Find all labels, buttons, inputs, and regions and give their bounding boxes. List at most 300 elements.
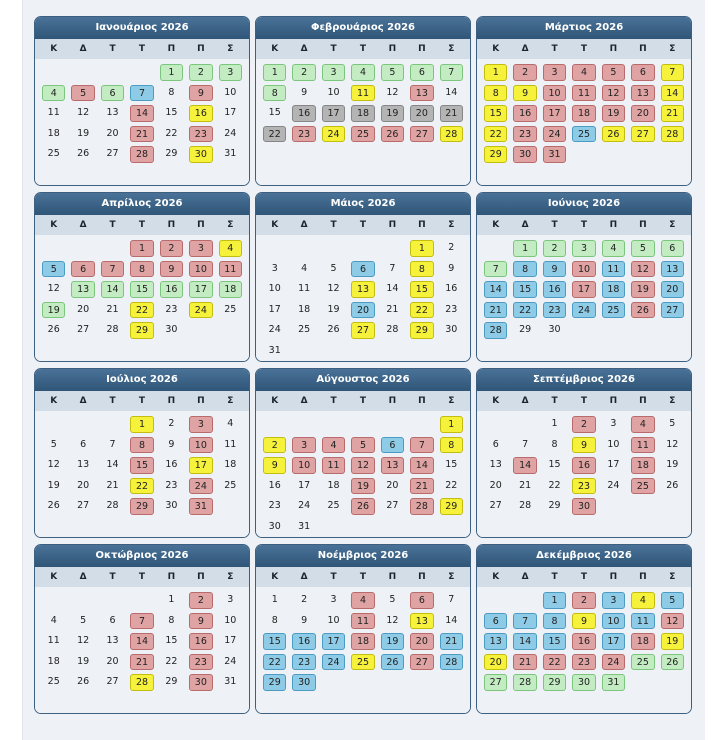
day-cell[interactable]: 28 bbox=[106, 500, 119, 511]
day-cell[interactable]: 15 bbox=[548, 459, 561, 470]
day-cell[interactable]: 19 bbox=[42, 302, 65, 319]
day-cell[interactable]: 15 bbox=[165, 635, 178, 646]
day-cell[interactable]: 24 bbox=[602, 654, 625, 671]
day-cell[interactable]: 28 bbox=[440, 126, 463, 143]
day-cell[interactable]: 17 bbox=[543, 105, 566, 122]
day-cell[interactable]: 27 bbox=[410, 126, 433, 143]
day-cell[interactable]: 7 bbox=[448, 594, 455, 605]
day-cell[interactable]: 30 bbox=[189, 146, 212, 163]
day-cell[interactable]: 25 bbox=[631, 478, 654, 495]
day-cell[interactable]: 1 bbox=[130, 416, 153, 433]
day-cell[interactable]: 24 bbox=[607, 479, 620, 491]
day-cell[interactable]: 6 bbox=[661, 240, 684, 257]
day-cell[interactable]: 8 bbox=[168, 86, 175, 98]
day-cell[interactable]: 10 bbox=[327, 86, 340, 98]
day-cell[interactable]: 21 bbox=[130, 126, 153, 143]
day-cell[interactable]: 16 bbox=[268, 479, 281, 491]
day-cell[interactable]: 13 bbox=[484, 633, 507, 650]
day-cell[interactable]: 26 bbox=[47, 500, 60, 511]
day-cell[interactable]: 8 bbox=[513, 261, 536, 278]
day-cell[interactable]: 23 bbox=[572, 654, 595, 671]
day-cell[interactable]: 3 bbox=[610, 418, 617, 429]
day-cell[interactable]: 1 bbox=[130, 240, 153, 257]
day-cell[interactable]: 14 bbox=[106, 459, 119, 470]
day-cell[interactable]: 3 bbox=[219, 64, 242, 81]
day-cell[interactable]: 19 bbox=[661, 633, 684, 650]
day-cell[interactable]: 6 bbox=[631, 64, 654, 81]
day-cell[interactable]: 15 bbox=[445, 459, 458, 470]
day-cell[interactable]: 25 bbox=[224, 303, 237, 315]
day-cell[interactable]: 5 bbox=[669, 418, 676, 429]
day-cell[interactable]: 1 bbox=[551, 418, 558, 429]
day-cell[interactable]: 12 bbox=[47, 283, 60, 294]
day-cell[interactable]: 12 bbox=[631, 261, 654, 278]
day-cell[interactable]: 29 bbox=[519, 324, 532, 335]
day-cell[interactable]: 20 bbox=[77, 479, 90, 491]
day-cell[interactable]: 30 bbox=[268, 520, 281, 532]
day-cell[interactable]: 6 bbox=[351, 261, 374, 278]
day-cell[interactable]: 20 bbox=[489, 479, 502, 491]
day-cell[interactable]: 5 bbox=[330, 262, 337, 274]
day-cell[interactable]: 11 bbox=[631, 437, 654, 454]
day-cell[interactable]: 27 bbox=[410, 654, 433, 671]
day-cell[interactable]: 22 bbox=[410, 302, 433, 319]
day-cell[interactable]: 17 bbox=[322, 105, 345, 122]
day-cell[interactable]: 27 bbox=[484, 674, 507, 691]
day-cell[interactable]: 25 bbox=[47, 676, 60, 687]
day-cell[interactable]: 24 bbox=[224, 127, 237, 139]
day-cell[interactable]: 21 bbox=[386, 303, 399, 315]
day-cell[interactable]: 28 bbox=[513, 674, 536, 691]
day-cell[interactable]: 17 bbox=[322, 633, 345, 650]
day-cell[interactable]: 18 bbox=[47, 127, 60, 139]
day-cell[interactable]: 22 bbox=[484, 126, 507, 143]
day-cell[interactable]: 6 bbox=[80, 438, 87, 450]
day-cell[interactable]: 13 bbox=[631, 85, 654, 102]
day-cell[interactable]: 4 bbox=[219, 240, 242, 257]
day-cell[interactable]: 28 bbox=[130, 146, 153, 163]
day-cell[interactable]: 10 bbox=[572, 261, 595, 278]
day-cell[interactable]: 20 bbox=[106, 655, 119, 667]
day-cell[interactable]: 18 bbox=[298, 303, 311, 315]
day-cell[interactable]: 31 bbox=[602, 674, 625, 691]
day-cell[interactable]: 18 bbox=[224, 459, 237, 470]
day-cell[interactable]: 4 bbox=[572, 64, 595, 81]
day-cell[interactable]: 30 bbox=[572, 674, 595, 691]
day-cell[interactable]: 13 bbox=[410, 613, 433, 630]
day-cell[interactable]: 4 bbox=[301, 262, 308, 274]
day-cell[interactable]: 26 bbox=[351, 498, 374, 515]
day-cell[interactable]: 13 bbox=[381, 457, 404, 474]
day-cell[interactable]: 25 bbox=[602, 302, 625, 319]
day-cell[interactable]: 16 bbox=[189, 633, 212, 650]
day-cell[interactable]: 1 bbox=[484, 64, 507, 81]
day-cell[interactable]: 29 bbox=[543, 674, 566, 691]
day-cell[interactable]: 5 bbox=[389, 594, 396, 605]
day-cell[interactable]: 28 bbox=[519, 500, 532, 511]
day-cell[interactable]: 28 bbox=[484, 322, 507, 339]
day-cell[interactable]: 11 bbox=[631, 613, 654, 630]
day-cell[interactable]: 1 bbox=[410, 240, 433, 257]
day-cell[interactable]: 24 bbox=[322, 126, 345, 143]
day-cell[interactable]: 12 bbox=[666, 438, 679, 450]
day-cell[interactable]: 16 bbox=[292, 105, 315, 122]
day-cell[interactable]: 2 bbox=[160, 240, 183, 257]
day-cell[interactable]: 14 bbox=[513, 633, 536, 650]
day-cell[interactable]: 9 bbox=[263, 457, 286, 474]
day-cell[interactable]: 24 bbox=[298, 500, 311, 511]
day-cell[interactable]: 15 bbox=[543, 633, 566, 650]
day-cell[interactable]: 12 bbox=[351, 457, 374, 474]
day-cell[interactable]: 9 bbox=[301, 614, 308, 626]
day-cell[interactable]: 12 bbox=[47, 459, 60, 470]
day-cell[interactable]: 20 bbox=[661, 281, 684, 298]
day-cell[interactable]: 30 bbox=[189, 674, 212, 691]
day-cell[interactable]: 4 bbox=[351, 64, 374, 81]
day-cell[interactable]: 8 bbox=[130, 437, 153, 454]
day-cell[interactable]: 13 bbox=[410, 85, 433, 102]
day-cell[interactable]: 4 bbox=[42, 85, 65, 102]
day-cell[interactable]: 12 bbox=[77, 635, 90, 646]
day-cell[interactable]: 23 bbox=[513, 126, 536, 143]
day-cell[interactable]: 11 bbox=[298, 283, 311, 294]
day-cell[interactable]: 29 bbox=[263, 674, 286, 691]
day-cell[interactable]: 19 bbox=[381, 633, 404, 650]
day-cell[interactable]: 23 bbox=[292, 126, 315, 143]
day-cell[interactable]: 9 bbox=[572, 613, 595, 630]
day-cell[interactable]: 19 bbox=[351, 478, 374, 495]
day-cell[interactable]: 18 bbox=[631, 457, 654, 474]
day-cell[interactable]: 28 bbox=[410, 498, 433, 515]
day-cell[interactable]: 9 bbox=[572, 437, 595, 454]
day-cell[interactable]: 25 bbox=[224, 479, 237, 491]
day-cell[interactable]: 16 bbox=[572, 457, 595, 474]
day-cell[interactable]: 14 bbox=[484, 281, 507, 298]
day-cell[interactable]: 3 bbox=[572, 240, 595, 257]
day-cell[interactable]: 16 bbox=[445, 283, 458, 294]
day-cell[interactable]: 8 bbox=[410, 261, 433, 278]
day-cell[interactable]: 4 bbox=[322, 437, 345, 454]
day-cell[interactable]: 16 bbox=[572, 633, 595, 650]
day-cell[interactable]: 8 bbox=[130, 261, 153, 278]
day-cell[interactable]: 18 bbox=[572, 105, 595, 122]
day-cell[interactable]: 2 bbox=[263, 437, 286, 454]
day-cell[interactable]: 19 bbox=[327, 303, 340, 315]
day-cell[interactable]: 28 bbox=[386, 324, 399, 335]
day-cell[interactable]: 30 bbox=[572, 498, 595, 515]
day-cell[interactable]: 16 bbox=[543, 281, 566, 298]
day-cell[interactable]: 14 bbox=[513, 457, 536, 474]
day-cell[interactable]: 2 bbox=[189, 592, 212, 609]
day-cell[interactable]: 11 bbox=[351, 85, 374, 102]
day-cell[interactable]: 28 bbox=[440, 654, 463, 671]
day-cell[interactable]: 14 bbox=[661, 85, 684, 102]
day-cell[interactable]: 8 bbox=[543, 613, 566, 630]
day-cell[interactable]: 1 bbox=[271, 594, 278, 605]
day-cell[interactable]: 6 bbox=[381, 437, 404, 454]
day-cell[interactable]: 18 bbox=[219, 281, 242, 298]
day-cell[interactable]: 15 bbox=[165, 107, 178, 118]
day-cell[interactable]: 10 bbox=[189, 437, 212, 454]
day-cell[interactable]: 7 bbox=[440, 64, 463, 81]
day-cell[interactable]: 25 bbox=[351, 126, 374, 143]
day-cell[interactable]: 5 bbox=[631, 240, 654, 257]
day-cell[interactable]: 16 bbox=[165, 459, 178, 470]
day-cell[interactable]: 19 bbox=[47, 479, 60, 491]
day-cell[interactable]: 17 bbox=[224, 107, 237, 118]
day-cell[interactable]: 5 bbox=[80, 614, 87, 626]
day-cell[interactable]: 15 bbox=[130, 457, 153, 474]
day-cell[interactable]: 13 bbox=[351, 281, 374, 298]
day-cell[interactable]: 19 bbox=[602, 105, 625, 122]
day-cell[interactable]: 12 bbox=[661, 613, 684, 630]
day-cell[interactable]: 13 bbox=[106, 107, 119, 118]
day-cell[interactable]: 21 bbox=[484, 302, 507, 319]
day-cell[interactable]: 14 bbox=[101, 281, 124, 298]
day-cell[interactable]: 29 bbox=[440, 498, 463, 515]
day-cell[interactable]: 3 bbox=[543, 64, 566, 81]
day-cell[interactable]: 23 bbox=[572, 478, 595, 495]
day-cell[interactable]: 26 bbox=[602, 126, 625, 143]
day-cell[interactable]: 15 bbox=[268, 107, 281, 118]
day-cell[interactable]: 22 bbox=[130, 302, 153, 319]
day-cell[interactable]: 27 bbox=[351, 322, 374, 339]
day-cell[interactable]: 10 bbox=[189, 261, 212, 278]
day-cell[interactable]: 2 bbox=[189, 64, 212, 81]
day-cell[interactable]: 2 bbox=[168, 418, 175, 429]
day-cell[interactable]: 23 bbox=[292, 654, 315, 671]
day-cell[interactable]: 9 bbox=[168, 438, 175, 450]
day-cell[interactable]: 4 bbox=[631, 416, 654, 433]
day-cell[interactable]: 6 bbox=[101, 85, 124, 102]
day-cell[interactable]: 10 bbox=[224, 614, 237, 626]
day-cell[interactable]: 28 bbox=[106, 324, 119, 335]
day-cell[interactable]: 16 bbox=[160, 281, 183, 298]
day-cell[interactable]: 22 bbox=[165, 127, 178, 139]
day-cell[interactable]: 17 bbox=[298, 479, 311, 491]
day-cell[interactable]: 27 bbox=[386, 500, 399, 511]
day-cell[interactable]: 31 bbox=[189, 498, 212, 515]
day-cell[interactable]: 20 bbox=[631, 105, 654, 122]
day-cell[interactable]: 28 bbox=[130, 674, 153, 691]
day-cell[interactable]: 26 bbox=[77, 148, 90, 159]
day-cell[interactable]: 23 bbox=[189, 126, 212, 143]
day-cell[interactable]: 23 bbox=[543, 302, 566, 319]
day-cell[interactable]: 18 bbox=[327, 479, 340, 491]
day-cell[interactable]: 1 bbox=[543, 592, 566, 609]
day-cell[interactable]: 18 bbox=[602, 281, 625, 298]
day-cell[interactable]: 11 bbox=[47, 635, 60, 646]
day-cell[interactable]: 30 bbox=[513, 146, 536, 163]
day-cell[interactable]: 14 bbox=[445, 86, 458, 98]
day-cell[interactable]: 2 bbox=[513, 64, 536, 81]
day-cell[interactable]: 17 bbox=[572, 281, 595, 298]
day-cell[interactable]: 7 bbox=[410, 437, 433, 454]
day-cell[interactable]: 29 bbox=[548, 500, 561, 511]
day-cell[interactable]: 29 bbox=[410, 322, 433, 339]
day-cell[interactable]: 2 bbox=[301, 594, 308, 605]
day-cell[interactable]: 30 bbox=[165, 500, 178, 511]
day-cell[interactable]: 5 bbox=[50, 438, 57, 450]
day-cell[interactable]: 3 bbox=[227, 594, 234, 605]
day-cell[interactable]: 11 bbox=[351, 613, 374, 630]
day-cell[interactable]: 7 bbox=[513, 613, 536, 630]
day-cell[interactable]: 12 bbox=[386, 614, 399, 626]
day-cell[interactable]: 10 bbox=[543, 85, 566, 102]
day-cell[interactable]: 26 bbox=[381, 126, 404, 143]
day-cell[interactable]: 4 bbox=[227, 418, 234, 429]
day-cell[interactable]: 15 bbox=[263, 633, 286, 650]
day-cell[interactable]: 11 bbox=[224, 438, 237, 450]
day-cell[interactable]: 31 bbox=[224, 148, 237, 159]
day-cell[interactable]: 9 bbox=[189, 85, 212, 102]
day-cell[interactable]: 25 bbox=[327, 500, 340, 511]
day-cell[interactable]: 7 bbox=[661, 64, 684, 81]
day-cell[interactable]: 27 bbox=[661, 302, 684, 319]
day-cell[interactable]: 11 bbox=[322, 457, 345, 474]
day-cell[interactable]: 16 bbox=[513, 105, 536, 122]
day-cell[interactable]: 21 bbox=[130, 654, 153, 671]
day-cell[interactable]: 19 bbox=[666, 459, 679, 470]
day-cell[interactable]: 23 bbox=[189, 654, 212, 671]
day-cell[interactable]: 15 bbox=[513, 281, 536, 298]
day-cell[interactable]: 3 bbox=[330, 594, 337, 605]
day-cell[interactable]: 14 bbox=[410, 457, 433, 474]
day-cell[interactable]: 29 bbox=[165, 676, 178, 687]
day-cell[interactable]: 3 bbox=[292, 437, 315, 454]
day-cell[interactable]: 7 bbox=[484, 261, 507, 278]
day-cell[interactable]: 23 bbox=[268, 500, 281, 511]
day-cell[interactable]: 30 bbox=[548, 324, 561, 335]
day-cell[interactable]: 8 bbox=[168, 614, 175, 626]
day-cell[interactable]: 15 bbox=[410, 281, 433, 298]
day-cell[interactable]: 31 bbox=[543, 146, 566, 163]
day-cell[interactable]: 2 bbox=[292, 64, 315, 81]
day-cell[interactable]: 26 bbox=[666, 479, 679, 491]
day-cell[interactable]: 1 bbox=[440, 416, 463, 433]
day-cell[interactable]: 9 bbox=[513, 85, 536, 102]
day-cell[interactable]: 11 bbox=[219, 261, 242, 278]
day-cell[interactable]: 3 bbox=[602, 592, 625, 609]
day-cell[interactable]: 26 bbox=[77, 676, 90, 687]
day-cell[interactable]: 3 bbox=[189, 240, 212, 257]
day-cell[interactable]: 16 bbox=[189, 105, 212, 122]
day-cell[interactable]: 17 bbox=[224, 635, 237, 646]
day-cell[interactable]: 17 bbox=[602, 633, 625, 650]
day-cell[interactable]: 24 bbox=[322, 654, 345, 671]
day-cell[interactable]: 31 bbox=[268, 344, 281, 356]
day-cell[interactable]: 15 bbox=[484, 105, 507, 122]
day-cell[interactable]: 6 bbox=[410, 64, 433, 81]
day-cell[interactable]: 8 bbox=[484, 85, 507, 102]
day-cell[interactable]: 5 bbox=[42, 261, 65, 278]
day-cell[interactable]: 3 bbox=[322, 64, 345, 81]
day-cell[interactable]: 27 bbox=[106, 148, 119, 159]
day-cell[interactable]: 22 bbox=[445, 479, 458, 491]
day-cell[interactable]: 21 bbox=[440, 105, 463, 122]
day-cell[interactable]: 25 bbox=[351, 654, 374, 671]
day-cell[interactable]: 5 bbox=[602, 64, 625, 81]
day-cell[interactable]: 2 bbox=[572, 592, 595, 609]
day-cell[interactable]: 8 bbox=[263, 85, 286, 102]
day-cell[interactable]: 17 bbox=[189, 457, 212, 474]
day-cell[interactable]: 14 bbox=[386, 283, 399, 294]
day-cell[interactable]: 13 bbox=[661, 261, 684, 278]
day-cell[interactable]: 9 bbox=[543, 261, 566, 278]
day-cell[interactable]: 24 bbox=[572, 302, 595, 319]
day-cell[interactable]: 28 bbox=[661, 126, 684, 143]
day-cell[interactable]: 14 bbox=[130, 105, 153, 122]
day-cell[interactable]: 29 bbox=[484, 146, 507, 163]
day-cell[interactable]: 18 bbox=[47, 655, 60, 667]
day-cell[interactable]: 25 bbox=[572, 126, 595, 143]
day-cell[interactable]: 6 bbox=[71, 261, 94, 278]
day-cell[interactable]: 10 bbox=[292, 457, 315, 474]
day-cell[interactable]: 1 bbox=[513, 240, 536, 257]
day-cell[interactable]: 5 bbox=[71, 85, 94, 102]
day-cell[interactable]: 20 bbox=[410, 633, 433, 650]
day-cell[interactable]: 12 bbox=[77, 107, 90, 118]
day-cell[interactable]: 22 bbox=[165, 655, 178, 667]
day-cell[interactable]: 22 bbox=[263, 126, 286, 143]
day-cell[interactable]: 10 bbox=[224, 86, 237, 98]
day-cell[interactable]: 10 bbox=[268, 283, 281, 294]
day-cell[interactable]: 24 bbox=[224, 655, 237, 667]
day-cell[interactable]: 7 bbox=[109, 438, 116, 450]
day-cell[interactable]: 7 bbox=[130, 613, 153, 630]
day-cell[interactable]: 20 bbox=[106, 127, 119, 139]
day-cell[interactable]: 18 bbox=[351, 105, 374, 122]
day-cell[interactable]: 27 bbox=[489, 500, 502, 511]
day-cell[interactable]: 10 bbox=[602, 613, 625, 630]
day-cell[interactable]: 23 bbox=[165, 303, 178, 315]
day-cell[interactable]: 4 bbox=[351, 592, 374, 609]
day-cell[interactable]: 4 bbox=[50, 614, 57, 626]
day-cell[interactable]: 8 bbox=[271, 614, 278, 626]
day-cell[interactable]: 6 bbox=[484, 613, 507, 630]
day-cell[interactable]: 22 bbox=[543, 654, 566, 671]
day-cell[interactable]: 1 bbox=[168, 594, 175, 605]
day-cell[interactable]: 25 bbox=[631, 654, 654, 671]
day-cell[interactable]: 3 bbox=[189, 416, 212, 433]
day-cell[interactable]: 6 bbox=[492, 438, 499, 450]
day-cell[interactable]: 29 bbox=[165, 148, 178, 159]
day-cell[interactable]: 20 bbox=[484, 654, 507, 671]
day-cell[interactable]: 22 bbox=[548, 479, 561, 491]
day-cell[interactable]: 8 bbox=[551, 438, 558, 450]
day-cell[interactable]: 24 bbox=[189, 302, 212, 319]
day-cell[interactable]: 12 bbox=[386, 86, 399, 98]
day-cell[interactable]: 18 bbox=[631, 633, 654, 650]
day-cell[interactable]: 5 bbox=[661, 592, 684, 609]
day-cell[interactable]: 20 bbox=[410, 105, 433, 122]
day-cell[interactable]: 11 bbox=[572, 85, 595, 102]
day-cell[interactable]: 25 bbox=[298, 324, 311, 335]
day-cell[interactable]: 29 bbox=[130, 322, 153, 339]
day-cell[interactable]: 30 bbox=[165, 324, 178, 335]
day-cell[interactable]: 21 bbox=[106, 303, 119, 315]
day-cell[interactable]: 26 bbox=[47, 324, 60, 335]
day-cell[interactable]: 19 bbox=[381, 105, 404, 122]
day-cell[interactable]: 8 bbox=[440, 437, 463, 454]
day-cell[interactable]: 31 bbox=[224, 676, 237, 687]
day-cell[interactable]: 2 bbox=[448, 242, 455, 253]
day-cell[interactable]: 17 bbox=[189, 281, 212, 298]
day-cell[interactable]: 27 bbox=[77, 500, 90, 511]
day-cell[interactable]: 27 bbox=[106, 676, 119, 687]
day-cell[interactable]: 11 bbox=[602, 261, 625, 278]
day-cell[interactable]: 18 bbox=[351, 633, 374, 650]
